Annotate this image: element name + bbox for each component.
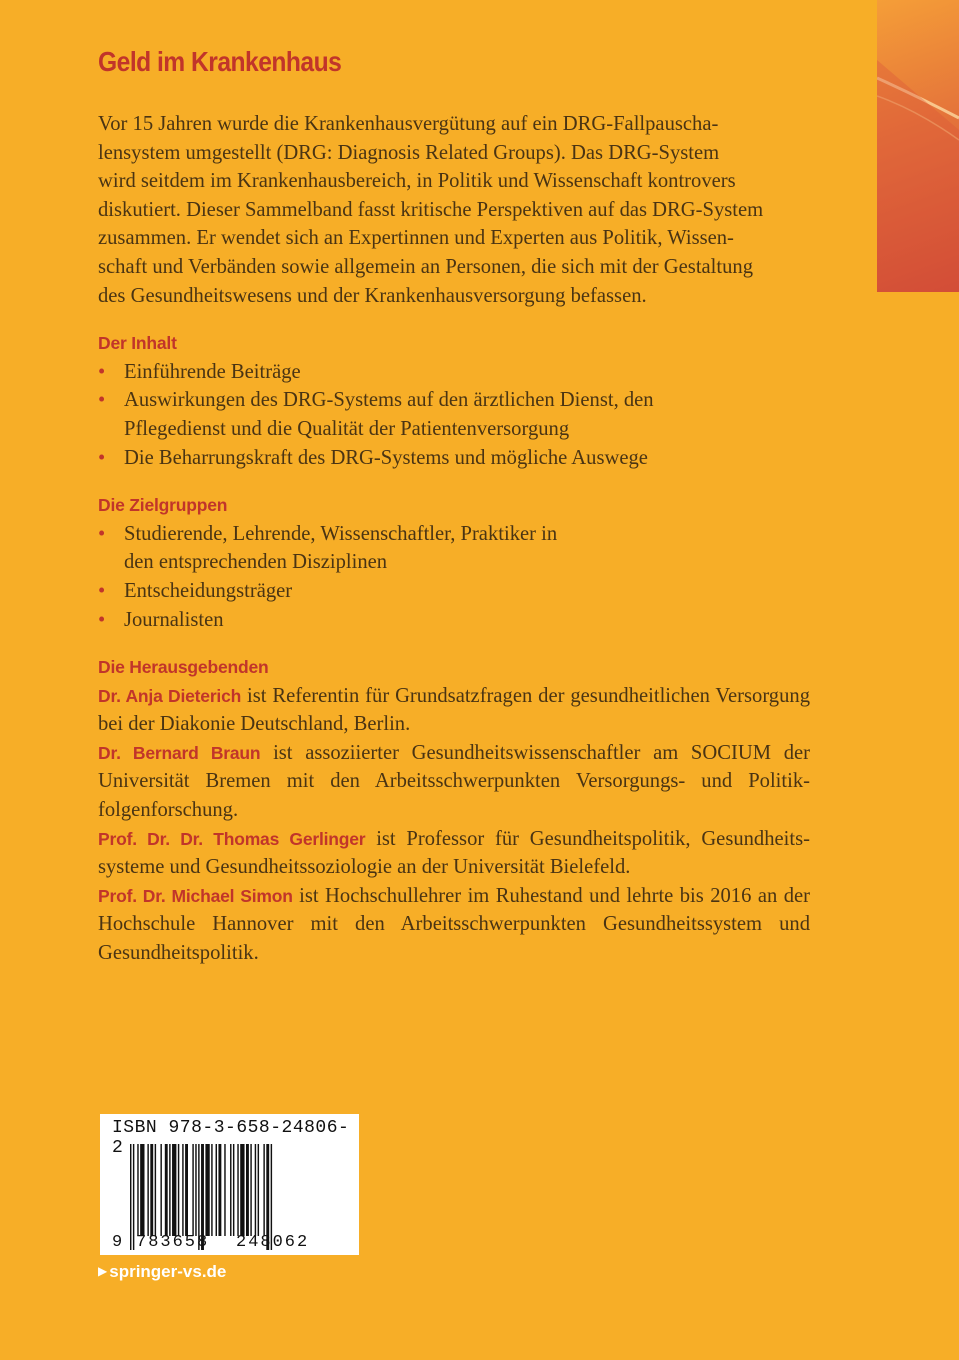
editor-name: Prof. Dr. Michael Simon [98,885,293,906]
intro-line: schaft und Verbänden sowie allgemein an Personen, die sich mit der Gestaltung [98,255,754,278]
target-groups-heading: Die Zielgruppen [98,495,228,516]
intro-line: Vor 15 Jahren wurde die Krankenhausvergütung auf ein DRG-Fallpauscha- [98,113,719,135]
book-title: Geld im Krankenhaus [98,46,342,77]
intro-line: des Gesundheitswesens und der Krankenhausversorgung befassen. [98,284,647,307]
intro-line: zusammen. Er wendet sich an Expertinnen und Experten aus Politik, Wissen- [98,227,734,250]
editor-name: Prof. Dr. Dr. Thomas Gerlinger [98,828,366,849]
editor-bio: Prof. Dr. Dr. Thomas Gerlinger ist Professor für Gesundheitspolitik, Gesundheitssysteme und Gesundheitssoziologie an der Universität Bielefeld. [98,827,810,879]
target-groups-list [98,520,810,634]
list-item: • Auswirkungen des DRG-Systems auf den ärztlichen Dienst, den Pflegedienst und die Qualität der Patientenversorgung [98,386,699,443]
bullet-icon: • [98,522,106,545]
contents-heading: Der Inhalt [98,333,177,354]
bullet-icon: • [98,389,106,412]
website-text: springer-vs.de [109,1262,227,1281]
decorative-corner-band [877,0,959,292]
back-cover-content [98,110,810,968]
editor-bio: Dr. Anja Dieterich ist Referentin für Grundsatzfragen der gesundheitlichen Versorgung bei der Diakonie Deutschland, Berlin. [98,684,810,736]
barcode-digit: 248062 [236,1233,310,1252]
list-item: • Studierende, Lehrende, Wissenschaftler, Praktiker in den entsprechenden Disziplinen [98,520,564,577]
editor-name: Dr. Anja Dieterich [98,685,242,706]
editor-bio: Dr. Bernard Braun ist assoziierter Gesundheitswissenschaftler am SOCIUM der Universität Bremen mit den Arbeitsschwerpunkten Versorgungs- und Politikfolgenforschung. [98,741,810,822]
intro-line: lensystem umgestellt (DRG: Diagnosis Related Groups). Das DRG-System [98,141,720,164]
bullet-icon: • [98,608,106,631]
isbn-label: ISBN 978-3-658-24806-2 [112,1118,350,1158]
editor-name: Dr. Bernard Braun [98,742,261,763]
intro-line: diskutiert. Dieser Sammelband fasst kritische Perspektiven auf das DRG-System [98,198,764,221]
barcode-digit: 783658 [136,1233,210,1252]
triangle-right-icon: ▶ [98,1264,108,1278]
barcode-digits [100,1114,359,1255]
website-link[interactable] [98,1262,226,1282]
intro-paragraph [98,110,810,310]
editors-heading: Die Herausgebenden [98,657,269,678]
bullet-icon: • [98,360,106,383]
intro-line: wird seitdem im Krankenhausbereich, in Politik und Wissenschaft kontrovers [98,170,736,193]
contents-list [98,358,810,472]
list-item: • Entscheidungsträger [98,577,810,606]
list-item: • Journalisten [98,606,810,635]
barcode-digit: 9 [112,1233,123,1252]
list-item: • Die Beharrungskraft des DRG-Systems und mögliche Auswege [98,444,810,473]
isbn-barcode [100,1114,359,1255]
list-item: • Einführende Beiträge [98,358,810,387]
bullet-icon: • [98,446,106,469]
bullet-icon: • [98,579,106,602]
editor-bio: Prof. Dr. Michael Simon ist Hochschullehrer im Ruhestand und lehrte bis 2016 an der Hochschule Hannover mit den Arbeitsschwerpunkten Gesundheitssystem und Gesundheitspolitik. [98,884,811,965]
